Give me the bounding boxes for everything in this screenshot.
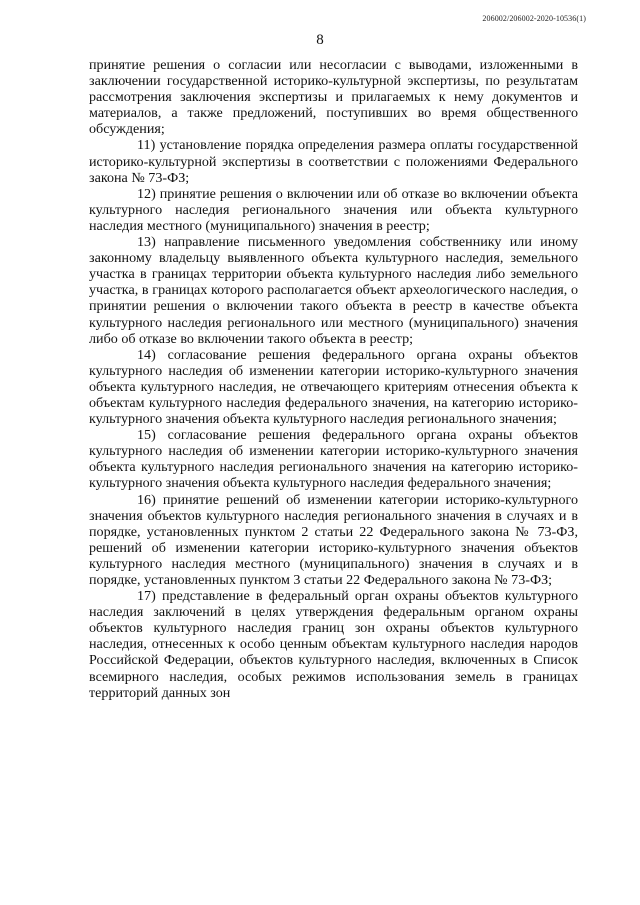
paragraph-item-11: 11) установление порядка определения размера оплаты государственной историко-культурной экспертизы в соответствии с положениями Федерального закона № 73-ФЗ; <box>89 137 578 186</box>
page-number: 8 <box>316 32 324 48</box>
paragraph-decision-expertise: принятие решения о согласии или несогласии с выводами, изложенными в заключении государственной историко-культурной экспертизы, по результатам рассмотрения заключения экспертизы и прилагаемых к нему документов и материалов, а также предложений, поступивших во время общественного обсуждения; <box>89 57 578 138</box>
document-id: 206002/206002-2020-10536(1) <box>482 14 586 23</box>
paragraph-item-17: 17) представление в федеральный орган охраны объектов культурного наследия заключений в целях утверждения федеральным органом охраны объектов культурного наследия границ зон охраны объектов культурного наследия, отнесенных к особо ценным объектам культурного наследия народов Российской Федерации, объектов культурного наследия, включенных в Список всемирного наследия, особых режимов использования земель в границах территорий данных зон <box>89 588 578 701</box>
paragraph-item-13: 13) направление письменного уведомления собственнику или иному законному владельцу выявленного объекта культурного наследия, земельного участка в границах территории объекта культурного наследия либо земельного участка, в границах которого располагается объект археологического наследия, о принятии решения о включении такого объекта в реестр в качестве объекта культурного наследия регионального или местного (муниципального) значения либо об отказе во включении такого объекта в реестр; <box>89 234 578 347</box>
paragraph-item-12: 12) принятие решения о включении или об отказе во включении объекта культурного наследия регионального значения или объекта культурного наследия местного (муниципального) значения в реестр; <box>89 185 578 234</box>
paragraph-item-16: 16) принятие решений об изменении категории историко-культурного значения объектов культурного наследия регионального значения в случаях и в порядке, установленных пунктом 2 статьи 22 Федерального закона № 73-ФЗ, решений об изменении категории историко-культурного значения объектов культурного наследия местного (муниципального) значения в случаях и в порядке, установленных пунктом 3 статьи 22 Федерального закона № 73-ФЗ; <box>89 491 578 588</box>
paragraph-item-14: 14) согласование решения федерального органа охраны объектов культурного наследия об изменении категории историко-культурного значения объекта культурного наследия, не отвечающего критериям отнесения объекта к объектам культурного наследия федерального значения, на категорию историко-культурного значения объекта культурного наследия регионального значения; <box>89 346 578 428</box>
paragraph-item-15: 15) согласование решения федерального органа охраны объектов культурного наследия об изменении категории историко-культурного значения объекта культурного наследия регионального значения на категорию историко-культурного значения объекта культурного наследия федерального значения; <box>89 427 578 492</box>
document-body <box>89 57 578 701</box>
